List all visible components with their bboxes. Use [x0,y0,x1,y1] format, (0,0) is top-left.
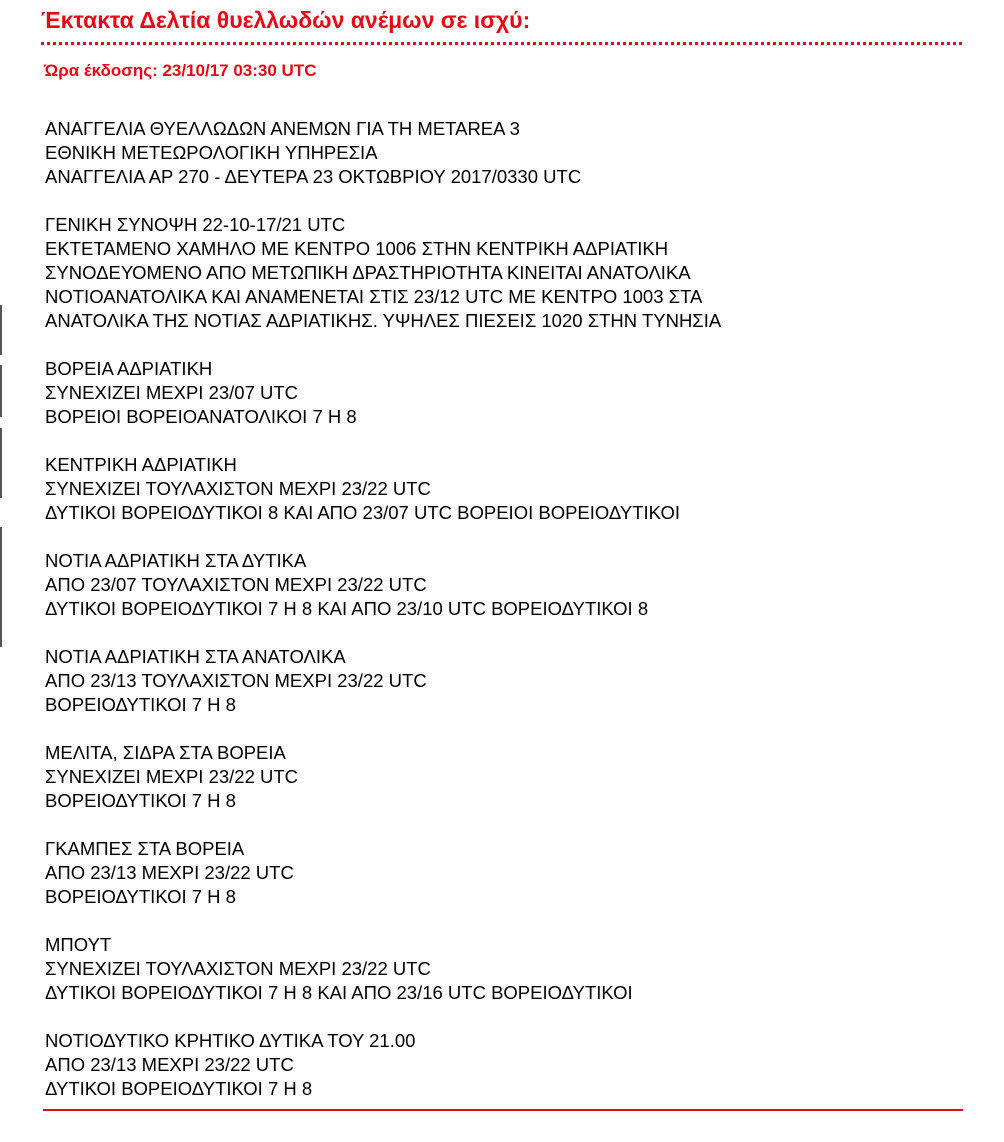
left-edge-mark [0,527,2,647]
issue-time: Ώρα έκδοσης: 23/10/17 03:30 UTC [44,61,317,80]
bulletin-line: ΔΥΤΙΚΟΙ ΒΟΡΕΙΟΔΥΤΙΚΟΙ 7 Η 8 [45,1078,313,1099]
bulletin-line: ΑΝΑΓΓΕΛΙΑ ΑΡ 270 - ΔΕΥΤΕΡΑ 23 ΟΚΤΩΒΡΙΟΥ 2017/0330 UTC [45,166,582,187]
bulletin-line: ΒΟΡΕΙΟΔΥΤΙΚΟΙ 7 Η 8 [45,790,236,811]
bulletin-line: ΓΚΑΜΠΕΣ ΣΤΑ ΒΟΡΕΙΑ [45,838,245,859]
bottom-divider [43,1109,963,1111]
left-edge-mark [0,428,2,498]
bulletin-line: ΝΟΤΙΟΔΥΤΙΚΟ ΚΡΗΤΙΚΟ ΔΥΤΙΚΑ ΤΟΥ 21.00 [45,1030,416,1051]
bulletin-line: ΔΥΤΙΚΟΙ ΒΟΡΕΙΟΔΥΤΙΚΟΙ 8 ΚΑΙ ΑΠΟ 23/07 UTC ΒΟΡΕΙΟΙ ΒΟΡΕΙΟΔΥΤΙΚΟΙ [45,502,680,523]
bulletin-line: ΝΟΤΙΟΑΝΑΤΟΛΙΚΑ ΚΑΙ ΑΝΑΜΕΝΕΤΑΙ ΣΤΙΣ 23/12 UTC ΜΕ ΚΕΝΤΡΟ 1003 ΣΤΑ [45,286,703,307]
bulletin-line: ΑΝΑΓΓΕΛΙΑ ΘΥΕΛΛΩΔΩΝ ΑΝΕΜΩΝ ΓΙΑ ΤΗ METAREA 3 [45,118,520,139]
bulletin-line: ΜΠΟΥΤ [45,934,112,955]
bulletin-line: ΒΟΡΕΙΑ ΑΔΡΙΑΤΙΚΗ [45,358,213,379]
bulletin-line: ΔΥΤΙΚΟΙ ΒΟΡΕΙΟΔΥΤΙΚΟΙ 7 Η 8 ΚΑΙ ΑΠΟ 23/16 UTC ΒΟΡΕΙΟΔΥΤΙΚΟΙ [45,982,633,1003]
left-edge-mark [0,365,2,417]
bulletin-line: ΣΥΝΕΧΙΖΕΙ ΜΕΧΡΙ 23/22 UTC [45,766,299,787]
bulletin-body [45,117,962,1125]
bulletin-line: ΑΝΑΤΟΛΙΚΑ ΤΗΣ ΝΟΤΙΑΣ ΑΔΡΙΑΤΙΚΗΣ. ΥΨΗΛΕΣ ΠΙΕΣΕΙΣ 1020 ΣΤΗΝ ΤΥΝΗΣΙΑ [45,310,722,331]
bulletin-line: ΕΚΤΕΤΑΜΕΝΟ ΧΑΜΗΛΟ ΜΕ ΚΕΝΤΡΟ 1006 ΣΤΗΝ ΚΕΝΤΡΙΚΗ ΑΔΡΙΑΤΙΚΗ [45,238,669,259]
bulletin-section [45,933,962,1005]
bulletin-line: ΒΟΡΕΙΟΔΥΤΙΚΟΙ 7 Η 8 [45,694,236,715]
bulletin-section [45,837,962,909]
bulletin-section [45,741,962,813]
bulletin-line: ΑΠΟ 23/13 ΤΟΥΛΑΧΙΣΤΟΝ ΜΕΧΡΙ 23/22 UTC [45,670,427,691]
page-title: Έκτακτα Δελτία θυελλωδών ανέμων σε ισχύ: [41,7,531,33]
bulletin-section [45,1029,962,1101]
bulletin-line: ΑΠΟ 23/07 ΤΟΥΛΑΧΙΣΤΟΝ ΜΕΧΡΙ 23/22 UTC [45,574,427,595]
bulletin-line: ΣΥΝΕΧΙΖΕΙ ΜΕΧΡΙ 23/07 UTC [45,382,299,403]
bulletin-line: ΚΕΝΤΡΙΚΗ ΑΔΡΙΑΤΙΚΗ [45,454,237,475]
bulletin-line: ΔΥΤΙΚΟΙ ΒΟΡΕΙΟΔΥΤΙΚΟΙ 7 Η 8 ΚΑΙ ΑΠΟ 23/10 UTC ΒΟΡΕΙΟΔΥΤΙΚΟΙ 8 [45,598,649,619]
bulletin-section [45,549,962,621]
bulletin-line: ΣΥΝΕΧΙΖΕΙ ΤΟΥΛΑΧΙΣΤΟΝ ΜΕΧΡΙ 23/22 UTC [45,478,431,499]
bulletin-section [45,357,962,429]
bulletin-line: ΣΥΝΕΧΙΖΕΙ ΤΟΥΛΑΧΙΣΤΟΝ ΜΕΧΡΙ 23/22 UTC [45,958,431,979]
bulletin-line: ΕΘΝΙΚΗ ΜΕΤΕΩΡΟΛΟΓΙΚΗ ΥΠΗΡΕΣΙΑ [45,142,378,163]
bulletin-section [45,213,962,333]
bulletin-line: ΒΟΡΕΙΟΙ ΒΟΡΕΙΟΑΝΑΤΟΛΙΚΟΙ 7 Η 8 [45,406,357,427]
bulletin-section [45,453,962,525]
bulletin-section [45,117,962,189]
bulletin-line: ΝΟΤΙΑ ΑΔΡΙΑΤΙΚΗ ΣΤΑ ΑΝΑΤΟΛΙΚΑ [45,646,346,667]
bulletin-line: ΒΟΡΕΙΟΔΥΤΙΚΟΙ 7 Η 8 [45,886,236,907]
title-dotted-divider [41,42,962,45]
bulletin-line: ΓΕΝΙΚΗ ΣΥΝΟΨΗ 22-10-17/21 UTC [45,214,346,235]
bulletin-section [45,645,962,717]
left-edge-mark [0,305,2,355]
bulletin-line: ΣΥΝΟΔΕΥΟΜΕΝΟ ΑΠΟ ΜΕΤΩΠΙΚΗ ΔΡΑΣΤΗΡΙΟΤΗΤΑ ΚΙΝΕΙΤΑΙ ΑΝΑΤΟΛΙΚΑ [45,262,691,283]
bulletin-line: ΝΟΤΙΑ ΑΔΡΙΑΤΙΚΗ ΣΤΑ ΔΥΤΙΚΑ [45,550,307,571]
bulletin-line: ΑΠΟ 23/13 ΜΕΧΡΙ 23/22 UTC [45,862,294,883]
bulletin-line: ΑΠΟ 23/13 ΜΕΧΡΙ 23/22 UTC [45,1054,294,1075]
bulletin-line: ΜΕΛΙΤΑ, ΣΙΔΡΑ ΣΤΑ ΒΟΡΕΙΑ [45,742,286,763]
